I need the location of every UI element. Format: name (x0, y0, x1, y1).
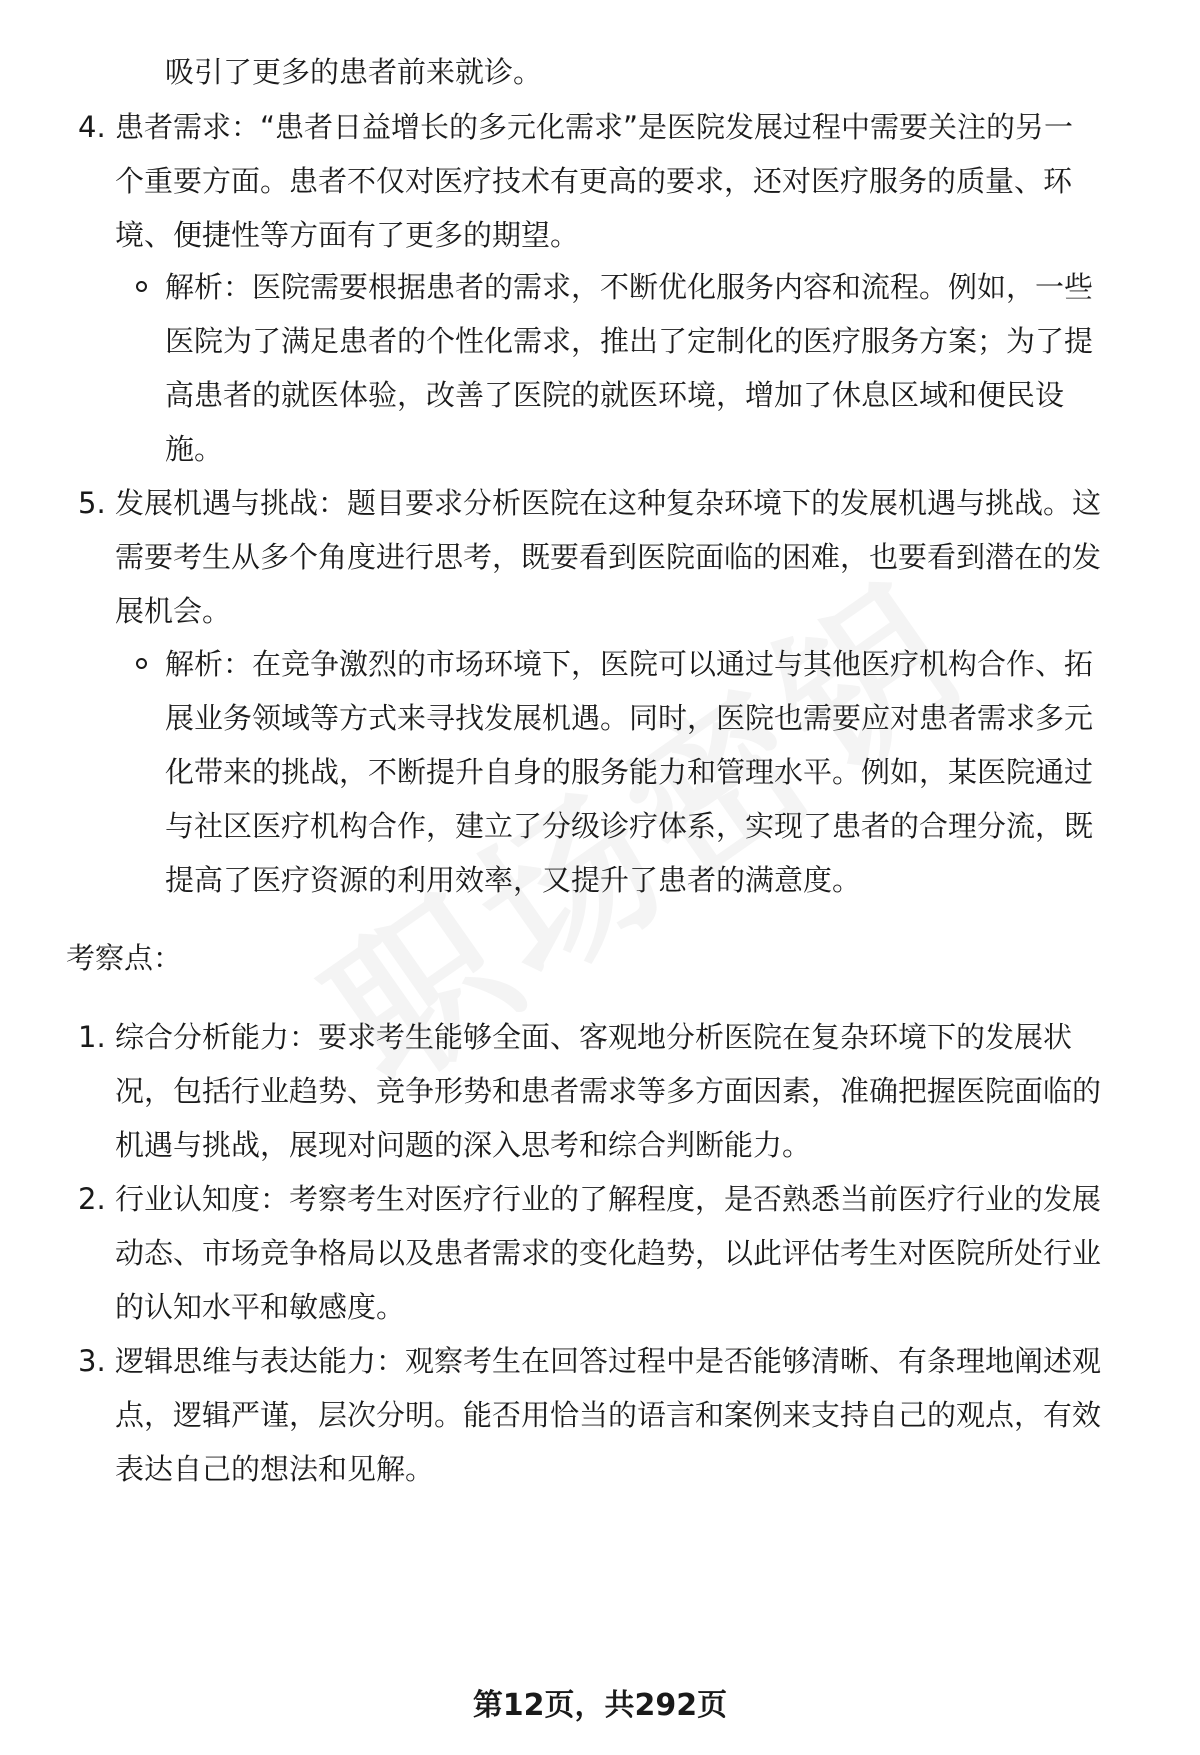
list-item-text: 机遇与挑战，展现对问题的深入思考和综合判断能力。 (115, 1128, 812, 1162)
sub-item-text: 解析：医院需要根据患者的需求，不断优化服务内容和流程。例如，一些 (165, 270, 1094, 304)
section-heading: 考察点： (66, 941, 183, 975)
list-item-text: 动态、市场竞争格局以及患者需求的变化趋势，以此评估考生对医院所处行业 (115, 1236, 1102, 1270)
list-item-text: 综合分析能力：要求考生能够全面、客观地分析医院在复杂环境下的发展状 (115, 1020, 1073, 1054)
sub-item-text: 化带来的挑战，不断提升自身的服务能力和管理水平。例如，某医院通过 (165, 755, 1094, 789)
list-number: 2. (78, 1182, 106, 1216)
list-item-text: 行业认知度：考察考生对医疗行业的了解程度，是否熟悉当前医疗行业的发展 (115, 1182, 1102, 1216)
list-item-text: 境、便捷性等方面有了更多的期望。 (115, 218, 580, 252)
list-item-text: 发展机遇与挑战：题目要求分析医院在这种复杂环境下的发展机遇与挑战。这 (115, 486, 1102, 520)
sub-item-text: 提高了医疗资源的利用效率，又提升了患者的满意度。 (165, 863, 862, 897)
list-item-text: 展机会。 (115, 594, 232, 628)
list-item-text: 需要考生从多个角度进行思考，既要看到医院面临的困难，也要看到潜在的发 (115, 540, 1102, 574)
list-item-text: 的认知水平和敏感度。 (115, 1290, 406, 1324)
list-number: 3. (78, 1344, 106, 1378)
list-item-text: 况，包括行业趋势、竞争形势和患者需求等多方面因素，准确把握医院面临的 (115, 1074, 1102, 1108)
list-item-text: 点，逻辑严谨，层次分明。能否用恰当的语言和案例来支持自己的观点，有效 (115, 1398, 1102, 1432)
sub-item-text: 高患者的就医体验，改善了医院的就医环境，增加了休息区域和便民设 (165, 378, 1065, 412)
sub-item-text: 医院为了满足患者的个性化需求，推出了定制化的医疗服务方案；为了提 (165, 324, 1094, 358)
list-item-text: 逻辑思维与表达能力：观察考生在回答过程中是否能够清晰、有条理地阐述观 (115, 1344, 1102, 1378)
page-footer: 第12页，共292页 (472, 1688, 728, 1723)
list-item-text: 个重要方面。患者不仅对医疗技术有更高的要求，还对医疗服务的质量、环 (115, 164, 1073, 198)
list-number: 5. (78, 486, 106, 520)
sub-item-text: 解析：在竞争激烈的市场环境下，医院可以通过与其他医疗机构合作、拓 (165, 647, 1094, 681)
sub-item-text: 与社区医疗机构合作，建立了分级诊疗体系，实现了患者的合理分流，既 (165, 809, 1094, 843)
list-item-text: 患者需求：“患者日益增长的多元化需求”是医院发展过程中需要关注的另一 (115, 110, 1074, 144)
list-number: 1. (78, 1020, 106, 1054)
sub-item-text: 展业务领域等方式来寻找发展机遇。同时，医院也需要应对患者需求多元 (165, 701, 1094, 735)
sub-item-text: 施。 (165, 432, 224, 466)
circle-bullet-icon (136, 281, 147, 292)
list-number: 4. (78, 110, 106, 144)
continuation-text: 吸引了更多的患者前来就诊。 (165, 55, 543, 89)
list-item-text: 表达自己的想法和见解。 (115, 1452, 435, 1486)
circle-bullet-icon (136, 658, 147, 669)
